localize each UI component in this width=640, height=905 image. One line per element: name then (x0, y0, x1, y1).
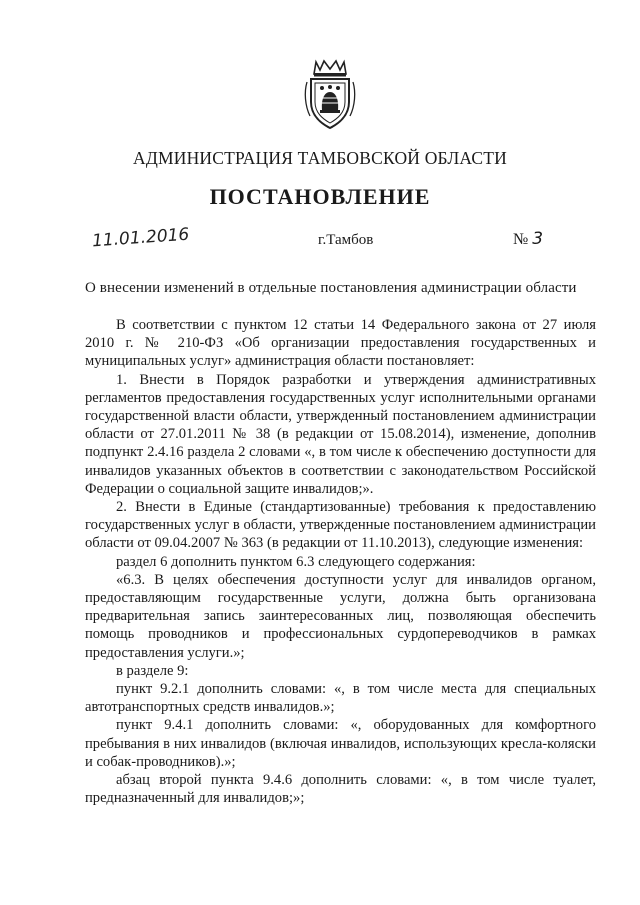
organization-name: АДМИНИСТРАЦИЯ ТАМБОВСКОЙ ОБЛАСТИ (133, 148, 507, 168)
paragraph-item-1: 1. Внести в Порядок разработки и утверждения административных регламентов предоставления государственных услуг исполнительными органами государственной власти области, утвержденный постановлением администрации области от 27.01.2011 № 38 (в редакции от 15.08.2014), изменение, дополнив подпункт 2.4.16 раздела 2 словами «, в том числе к обеспечению доступности для инвалидов указанных объектов в соответствии с законодательством Российской Федерации о социальной защите инвалидов;». (85, 371, 596, 497)
paragraph-section-6: раздел 6 дополнить пунктом 6.3 следующего содержания: (116, 553, 476, 570)
document-body (85, 316, 596, 807)
paragraph-point-9-4-6: абзац второй пункта 9.4.6 дополнить словами: «, в том числе туалет, предназначенный для инвалидов;»; (85, 772, 596, 807)
number-value: 3 (532, 229, 544, 249)
document-number (513, 229, 543, 249)
paragraph-point-6-3: «6.3. В целях обеспечения доступности услуг для инвалидов органом, предоставляющим государственные услуги, должна быть организована предварительная запись заинтересованных лиц, позволяющая обеспечить помощь проводников и профессиональных сурдопереводчиков в рамках предоставления услуги.»; (85, 571, 596, 661)
number-prefix: № (513, 231, 529, 248)
document-city: г.Тамбов (318, 232, 374, 248)
paragraph-point-9-4-1: пункт 9.4.1 дополнить словами: «, оборудованных для комфортного пребывания в них инвалидов (включая инвалидов, использующих кресла-коляски и собак-проводников).»; (85, 717, 596, 770)
paragraph-preamble: В соответствии с пунктом 12 статьи 14 Федерального закона от 27 июля 2010 г. № 210-ФЗ «Об организации предоставления государственных и муниципальных услуг» администрация области постановляет: (85, 317, 596, 370)
document-type-title: ПОСТАНОВЛЕНИЕ (209, 184, 431, 209)
document-subject: О внесении изменений в отдельные постановления администрации области (85, 280, 577, 296)
document-date: 11.01.2016 (91, 224, 190, 252)
paragraph-section-9: в разделе 9: (116, 662, 189, 679)
tambov-coat-of-arms-icon (302, 58, 358, 130)
paragraph-point-9-2-1: пункт 9.2.1 дополнить словами: «, в том числе места для специальных автотранспортных средств инвалидов.»; (85, 681, 596, 716)
paragraph-item-2: 2. Внести в Единые (стандартизованные) требования к предоставлению государственных услуг в области, утвержденные постановлением администрации области от 09.04.2007 № 363 (в редакции от 11.10.2013), следующие изменения: (85, 499, 596, 552)
